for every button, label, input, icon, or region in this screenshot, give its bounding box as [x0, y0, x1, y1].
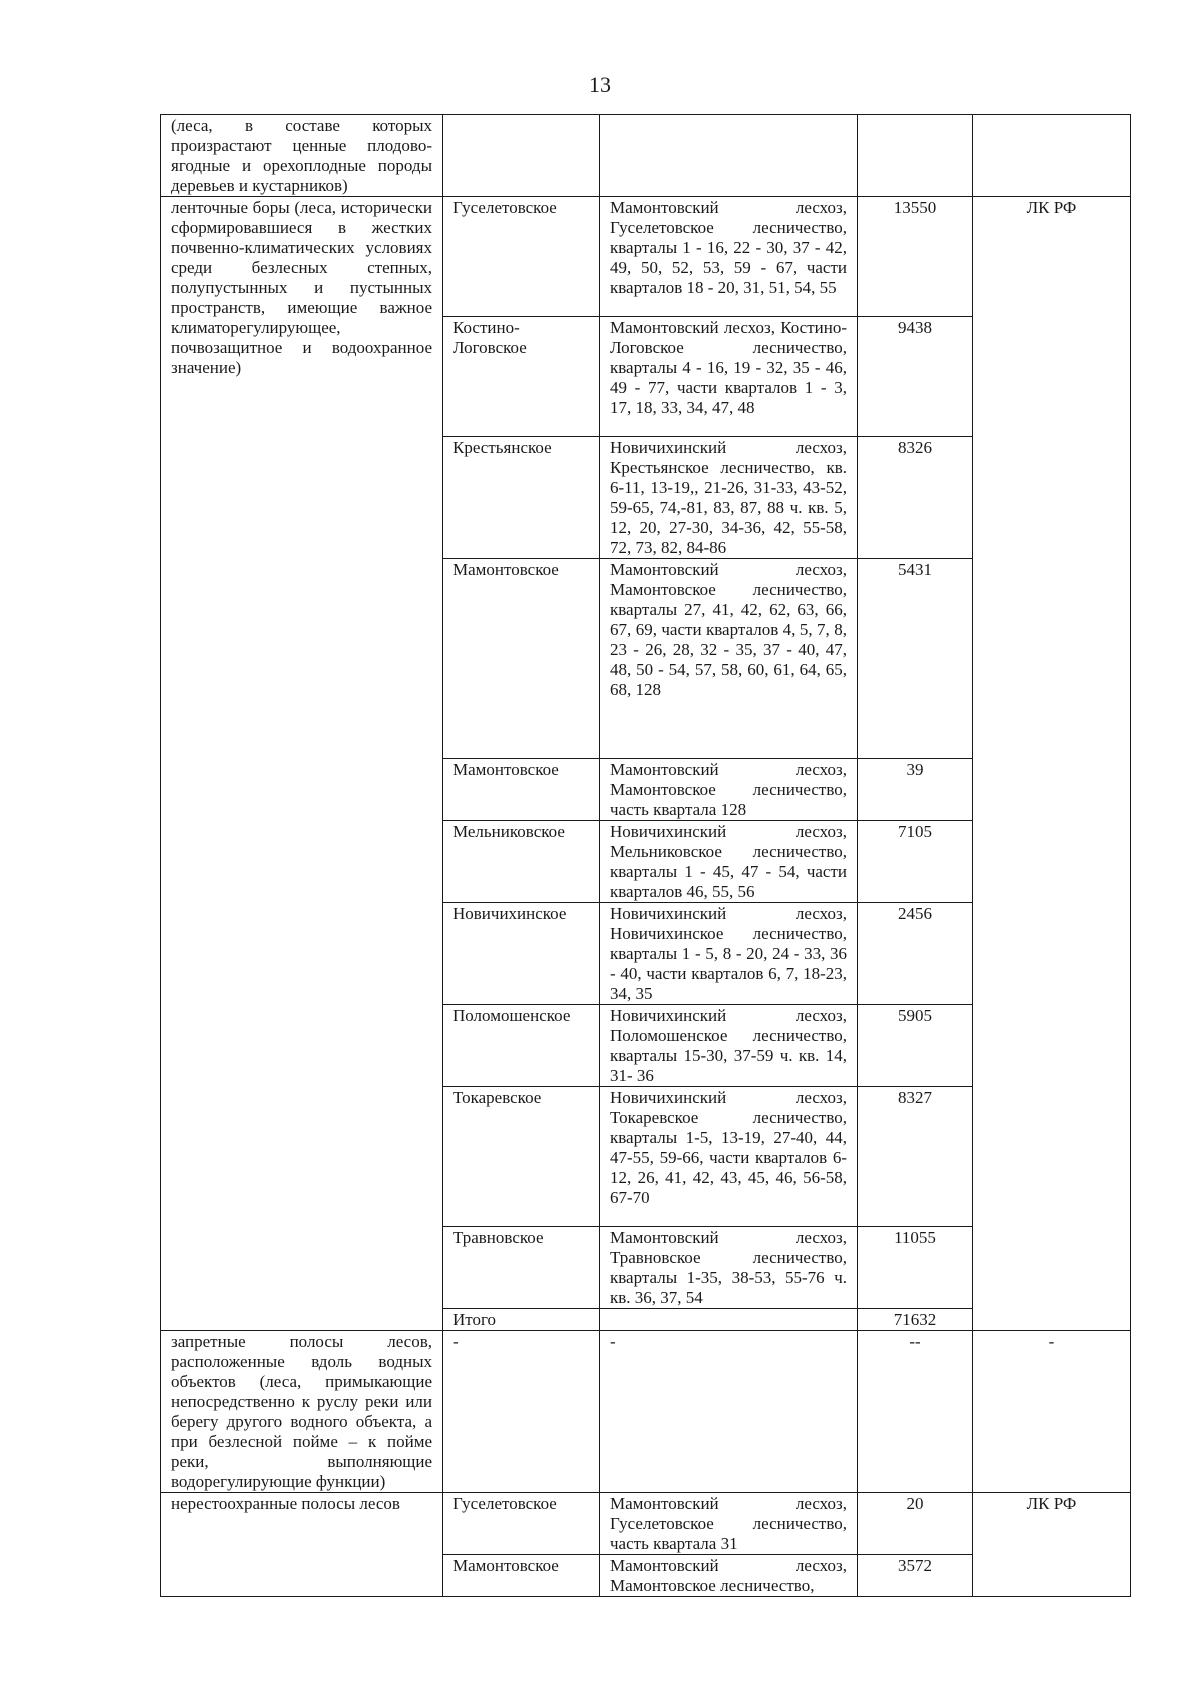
category-cell: нерестоохранные полосы лесов [161, 1493, 443, 1597]
basis-cell: ЛК РФ [973, 1493, 1131, 1597]
location-cell [600, 115, 858, 197]
table-row [161, 1331, 1131, 1493]
area-cell: 11055 [858, 1227, 973, 1309]
total-area-cell: 71632 [858, 1309, 973, 1331]
forestry-cell: Мамонтовское [443, 1555, 600, 1597]
location-cell: Новичихинский лесхоз, Мельниковское лесничество, кварталы 1 - 45, 47 - 54, части кварталов 46, 55, 56 [600, 821, 858, 903]
forestry-cell: Гуселетовское [443, 1493, 600, 1555]
forestry-cell [443, 115, 600, 197]
protective-forests-table [160, 114, 1131, 1597]
basis-cell [973, 115, 1131, 197]
table-row [161, 197, 1131, 317]
forestry-cell: - [443, 1331, 600, 1493]
area-cell: 5431 [858, 559, 973, 759]
location-cell: Новичихинский лесхоз, Токаревское лесничество, кварталы 1-5, 13-19, 27-40, 44, 47-55, 59-66, части кварталов 6-12, 26, 41, 42, 43, 45, 46, 56-58, 67-70 [600, 1087, 858, 1227]
location-cell: Мамонтовский лесхоз, Травновское лесничество, кварталы 1-35, 38-53, 55-76 ч. кв. 36, 37, 54 [600, 1227, 858, 1309]
location-cell: Мамонтовский лесхоз, Гуселетовское лесничество, часть квартала 31 [600, 1493, 858, 1555]
area-cell: 8327 [858, 1087, 973, 1227]
forestry-cell: Травновское [443, 1227, 600, 1309]
location-cell: Новичихинский лесхоз, Новичихинское лесничество, кварталы 1 - 5, 8 - 20, 24 - 33, 36 - 40, части кварталов 6, 7, 18-23, 34, 35 [600, 903, 858, 1005]
location-cell: Мамонтовский лесхоз, Мамонтовское лесничество, часть квартала 128 [600, 759, 858, 821]
category-cell: (леса, в составе которых произрастают ценные плодово-ягодные и орехоплодные породы деревьев и кустарников) [161, 115, 443, 197]
forestry-cell: Мельниковское [443, 821, 600, 903]
forestry-cell: Костино- Логовское [443, 317, 600, 437]
area-cell: -- [858, 1331, 973, 1493]
location-cell: Мамонтовский лесхоз, Мамонтовское лесничество, [600, 1555, 858, 1597]
forestry-cell: Мамонтовское [443, 759, 600, 821]
location-cell: Мамонтовский лесхоз, Костино-Логовское лесничество, кварталы 4 - 16, 19 - 32, 35 - 46, 49 - 77, части кварталов 1 - 3, 17, 18, 33, 34, 47, 48 [600, 317, 858, 437]
area-cell: 20 [858, 1493, 973, 1555]
area-cell: 39 [858, 759, 973, 821]
forestry-cell: Токаревское [443, 1087, 600, 1227]
location-cell [600, 1309, 858, 1331]
forestry-cell: Мамонтовское [443, 559, 600, 759]
basis-cell: ЛК РФ [973, 197, 1131, 1331]
area-cell: 3572 [858, 1555, 973, 1597]
forestry-cell: Гуселетовское [443, 197, 600, 317]
area-cell: 9438 [858, 317, 973, 437]
total-label-cell: Итого [443, 1309, 600, 1331]
location-cell: Новичихинский лесхоз, Крестьянское лесничество, кв. 6-11, 13-19,, 21-26, 31-33, 43-52, 59-65, 74,-81, 83, 87, 88 ч. кв. 5, 12, 20, 27-30, 34-36, 42, 55-58, 72, 73, 82, 84-86 [600, 437, 858, 559]
forestry-cell: Крестьянское [443, 437, 600, 559]
category-cell: запретные полосы лесов, расположенные вдоль водных объектов (леса, примыкающие непосредственно к руслу реки или берегу другого водного объекта, а при безлесной пойме – к пойме реки, выполняющие водорегулирующие функции) [161, 1331, 443, 1493]
table-row [161, 115, 1131, 197]
area-cell [858, 115, 973, 197]
location-cell: - [600, 1331, 858, 1493]
table-row [161, 1493, 1131, 1555]
forestry-cell: Новичихинское [443, 903, 600, 1005]
basis-cell: - [973, 1331, 1131, 1493]
page-number: 13 [589, 72, 611, 97]
forestry-cell: Поломошенское [443, 1005, 600, 1087]
area-cell: 13550 [858, 197, 973, 317]
area-cell: 7105 [858, 821, 973, 903]
location-cell: Новичихинский лесхоз, Поломошенское лесничество, кварталы 15-30, 37-59 ч. кв. 14, 31- 36 [600, 1005, 858, 1087]
area-cell: 2456 [858, 903, 973, 1005]
location-cell: Мамонтовский лесхоз, Мамонтовское лесничество, кварталы 27, 41, 42, 62, 63, 66, 67, 69, части кварталов 4, 5, 7, 8, 23 - 26, 28, 32 - 35, 37 - 40, 47, 48, 50 - 54, 57, 58, 60, 61, 64, 65, 68, 128 [600, 559, 858, 759]
area-cell: 5905 [858, 1005, 973, 1087]
area-cell: 8326 [858, 437, 973, 559]
location-cell: Мамонтовский лесхоз, Гуселетовское лесничество, кварталы 1 - 16, 22 - 30, 37 - 42, 49, 50, 52, 53, 59 - 67, части кварталов 18 - 20, 31, 51, 54, 55 [600, 197, 858, 317]
category-cell: ленточные боры (леса, исторически сформировавшиеся в жестких почвенно-климатических условиях среди безлесных степных, полупустынных и пустынных пространств, имеющие важное климаторегулирующее, почвозащитное и водоохранное значение) [161, 197, 443, 1331]
